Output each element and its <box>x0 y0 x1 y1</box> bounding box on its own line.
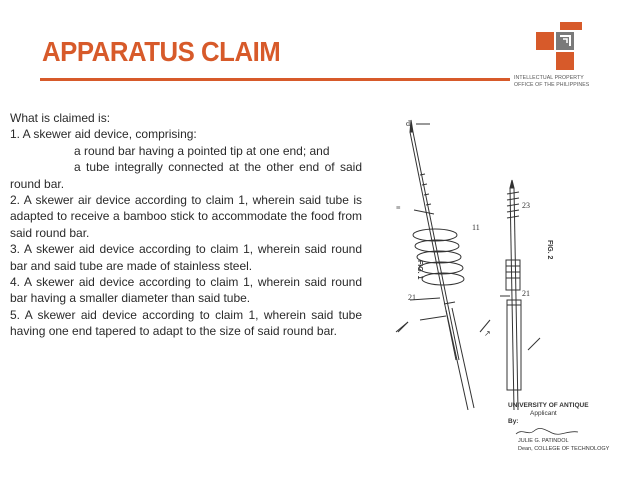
ref-label-11: 11 <box>472 223 480 232</box>
claim-1b: a tube integrally connected at the other end of said round bar. <box>10 160 362 191</box>
logo-line-2: OFFICE OF THE PHILIPPINES <box>514 82 590 88</box>
applicant-by: By: <box>508 418 519 425</box>
ref-label-21: 21 <box>408 293 416 302</box>
logo-line-1: INTELLECTUAL PROPERTY <box>514 75 584 81</box>
claim-5: 5. A skewer aid device according to claim 1, wherein said tube having one end tapered to adapt to the size of said round bar. <box>10 307 362 339</box>
claim-1: 1. A skewer aid device, comprising: <box>10 127 197 142</box>
applicant-name: UNIVERSITY OF ANTIQUE <box>508 402 589 409</box>
fig-1-label: FIG. 1 <box>416 260 423 280</box>
ipophl-logo <box>514 22 604 94</box>
claims-text <box>10 110 362 340</box>
ipophl-logo-icon <box>536 22 584 72</box>
claim-3: 3. A skewer aid device according to claim 1, wherein said round bar and said tube are made of stainless steel. <box>10 242 362 273</box>
fig-2-label: FIG. 2 <box>546 240 553 260</box>
slide-title: APPARATUS CLAIM <box>42 36 281 67</box>
signatory-name: JULIE G. PATINDOL <box>518 438 569 444</box>
signature-image <box>508 427 588 437</box>
ref-label-left-1: ≡ <box>396 203 401 212</box>
claims-intro: What is claimed is: <box>10 111 111 125</box>
applicant-role: Applicant <box>530 410 557 417</box>
ref-label-arrow-right: ↗ <box>484 329 491 338</box>
ipophl-logo-text <box>514 75 610 89</box>
ref-label-d: d <box>406 119 410 128</box>
applicant-block <box>508 402 618 453</box>
signatory-title: Dean, COLLEGE OF TECHNOLOGY <box>518 446 610 452</box>
claim-4: 4. A skewer aid device according to claim 1, wherein said round bar having a smaller diameter than said tube. <box>10 275 362 306</box>
ref-label-21-right: 21 <box>522 289 530 298</box>
patent-drawing <box>380 110 620 410</box>
ref-label-23: 23 <box>522 201 530 210</box>
skewer-device-right <box>506 180 521 410</box>
title-underline <box>40 78 510 81</box>
claim-1a: a round bar having a pointed tip at one end; and <box>74 143 330 158</box>
claim-2: 2. A skewer air device according to claim 1, wherein said tube is adapted to receive a bamboo stick to accommodate the food from said round bar. <box>10 193 362 240</box>
